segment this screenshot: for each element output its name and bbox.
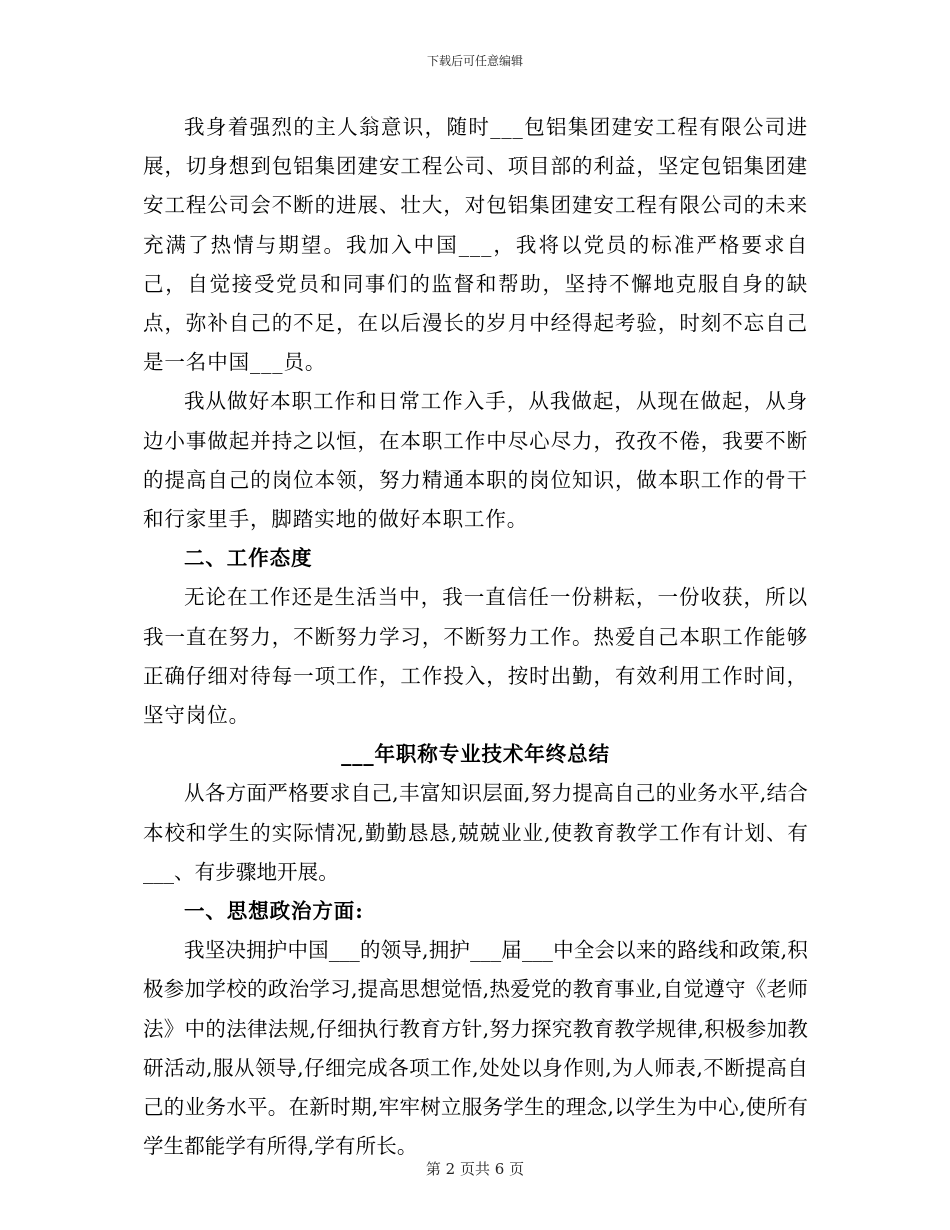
paragraph-intro: 从各方面严格要求自己,丰富知识层面,努力提高自己的业务水平,结合本校和学生的实际情况,勤勤恳恳,兢兢业业,使教育教学工作有计划、有___、有步骤地开展。: [143, 781, 808, 884]
paragraph-daily-work: 我从做好本职工作和日常工作入手，从我做起，从现在做起，从身边小事做起并持之以恒，在本职工作中尽心尽力，孜孜不倦，我要不断的提高自己的岗位本领，努力精通本职的岗位知识，做本职工作的骨干和行家里手，脚踏实地的做好本职工作。: [143, 389, 808, 532]
paragraph-ownership: 我身着强烈的主人翁意识，随时___包铝集团建安工程有限公司进展，切身想到包铝集团建安工程公司、项目部的利益，坚定包铝集团建安工程公司会不断的进展、壮大，对包铝集团建安工程有限公司的未来充满了热情与期望。我加入中国___，我将以党员的标准严格要求自己，自觉接受党员和同事们的监督和帮助，坚持不懈地克服自身的缺点，弥补自己的不足，在以后漫长的岁月中经得起考验，时刻不忘自己是一名中国___员。: [143, 115, 808, 375]
page-footer: 第 2 页共 6 页: [425, 1160, 525, 1178]
document-body: [143, 108, 808, 1166]
page-header: 下载后可任意编辑: [426, 54, 523, 68]
document-title: ___年职称专业技术年终总结: [341, 742, 610, 767]
section-heading-work-attitude: 二、工作态度: [184, 546, 313, 571]
section-heading-political: 一、思想政治方面:: [184, 899, 364, 924]
paragraph-political: 我坚决拥护中国___的领导,拥护___届___中全会以来的路线和政策,积极参加学校的政治学习,提高思想觉悟,热爱党的教育事业,自觉遵守《老师法》中的法律法规,仔细执行教育方针,努力探究教育教学规律,积极参加教研活动,服从领导,仔细完成各项工作,处处以身作则,为人师表,不断提高自己的业务水平。在新时期,牢牢树立服务学生的理念,以学生为中心,使所有学生都能学有所得,学有所长。: [143, 938, 808, 1159]
paragraph-work-attitude: 无论在工作还是生活当中，我一直信任一份耕耘，一份收获，所以我一直在努力，不断努力学习，不断努力工作。热爱自己本职工作能够正确仔细对待每一项工作，工作投入，按时出勤，有效利用工作时间，坚守岗位。: [143, 585, 808, 728]
